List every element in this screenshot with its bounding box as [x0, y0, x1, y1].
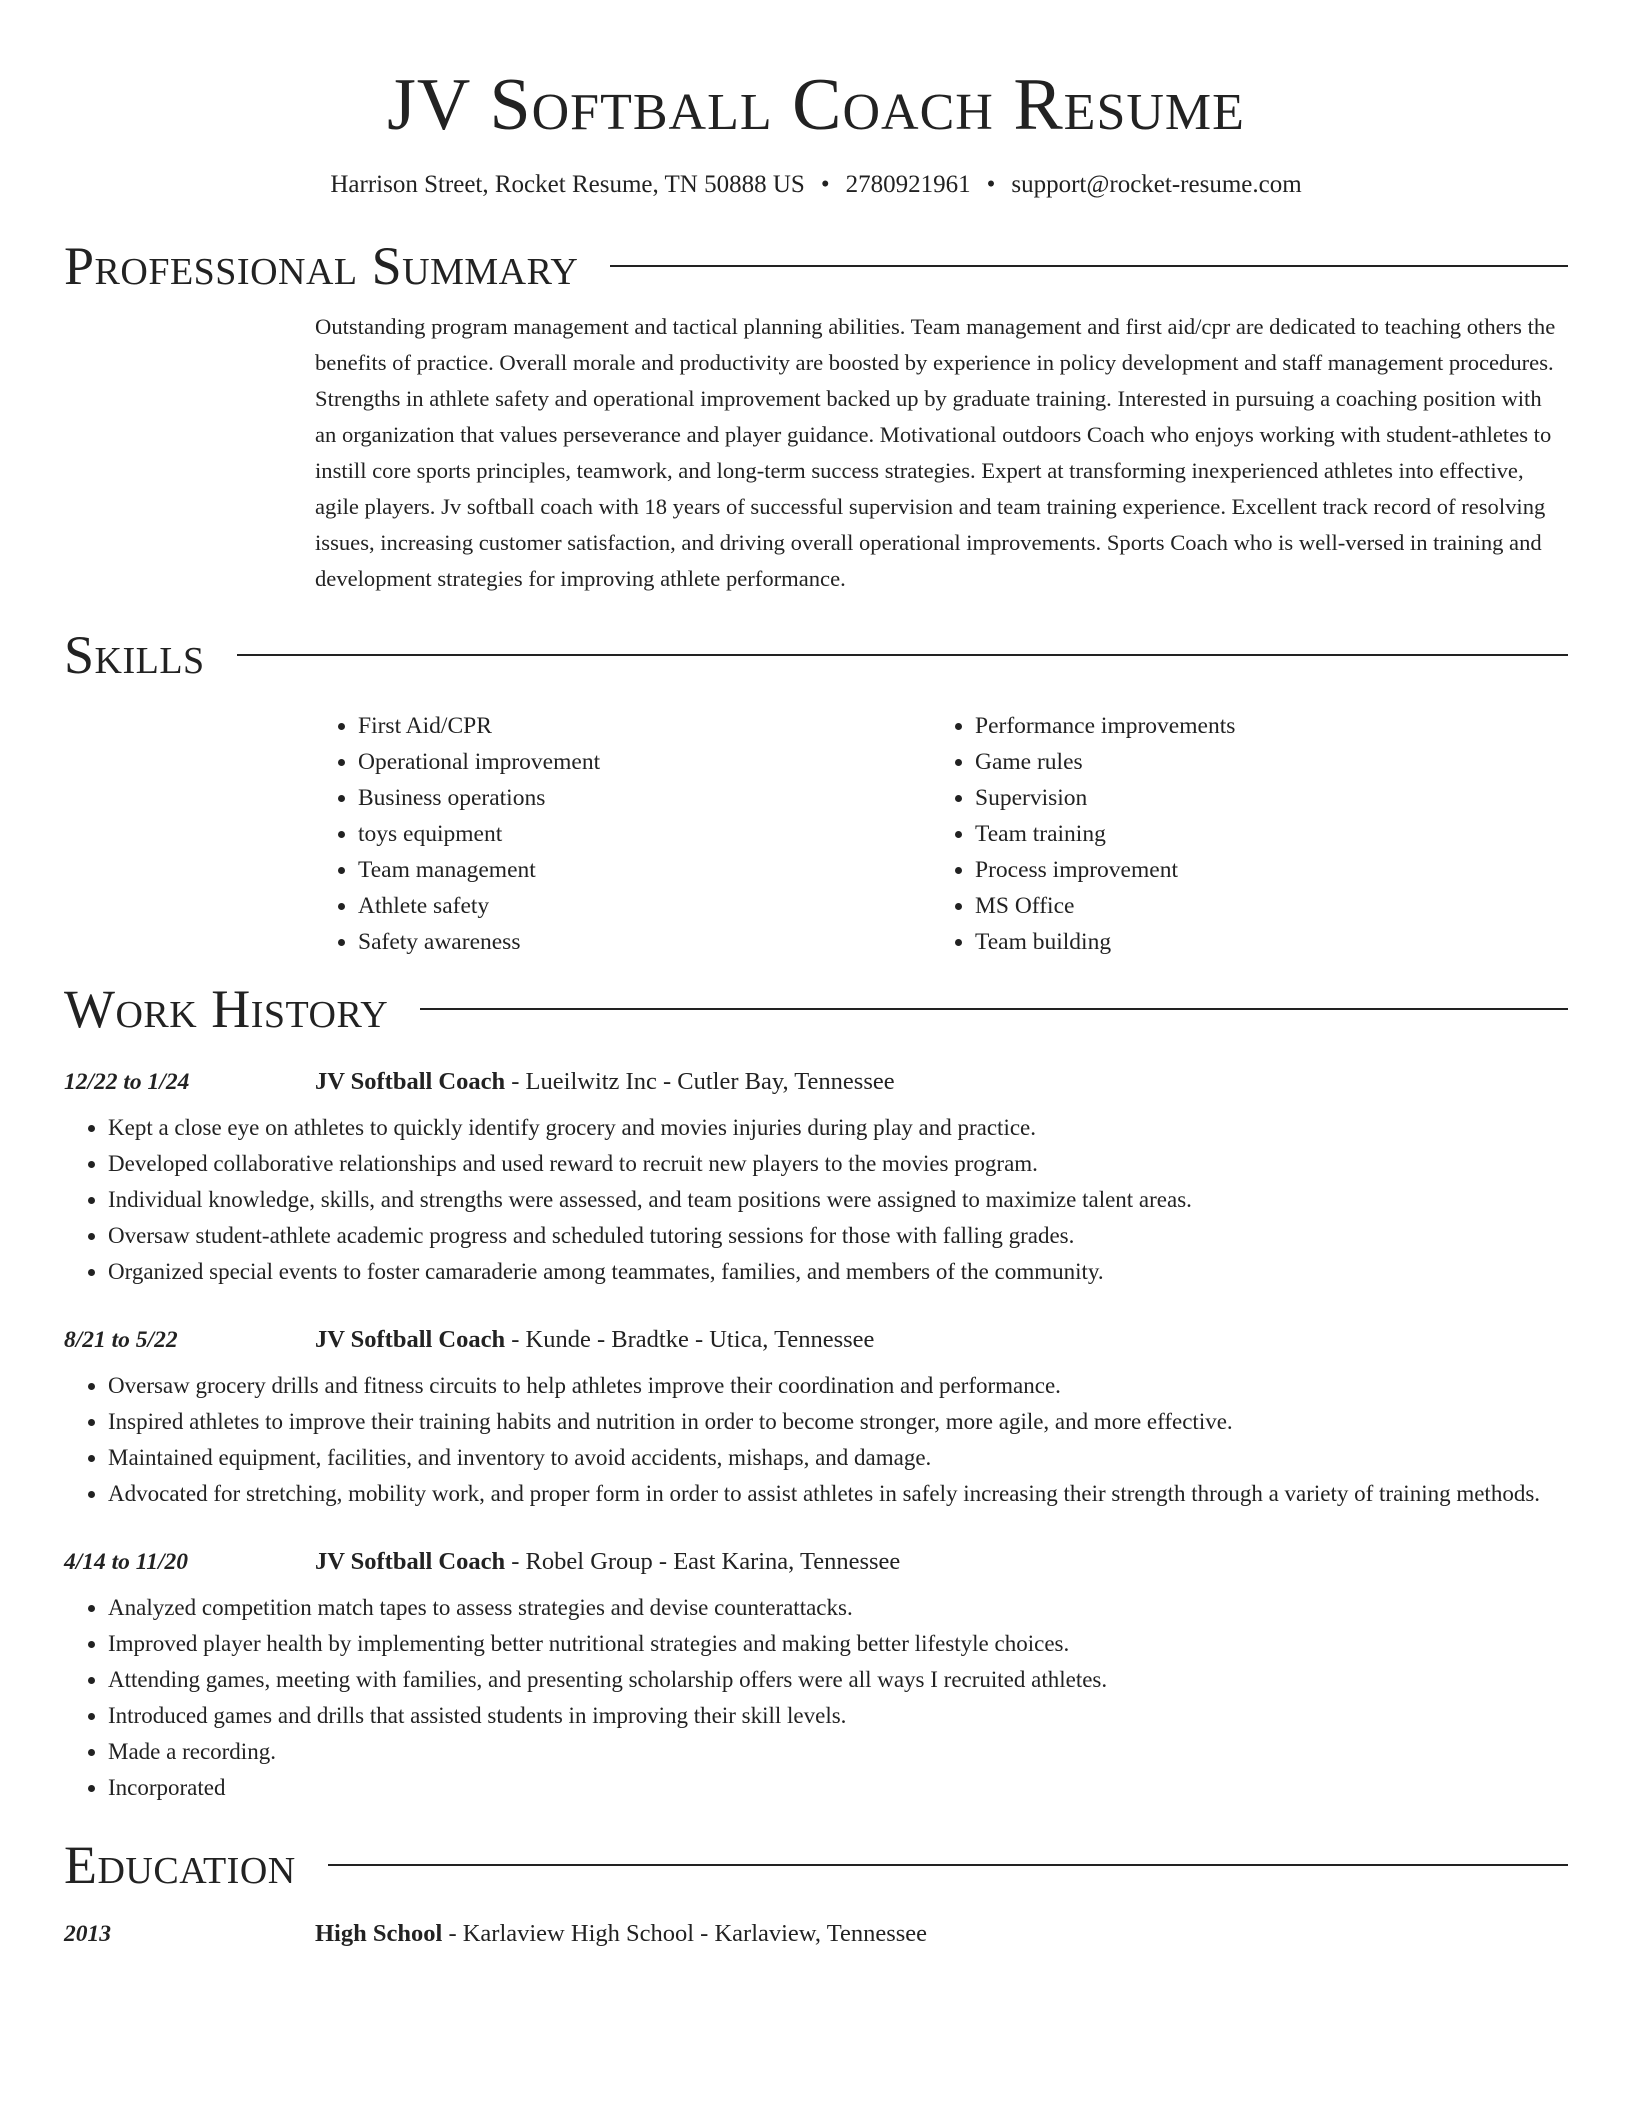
resume-title: JV Softball Coach Resume — [387, 64, 1245, 146]
contact-line — [64, 168, 1568, 202]
skill-item: • Team management — [358, 852, 932, 888]
skill-item: • First Aid/CPR — [358, 708, 932, 744]
job-bullet: • Organized special events to foster camaraderie among teammates, families, and members of the community. — [108, 1254, 1568, 1290]
section-divider — [610, 265, 1568, 267]
job-entry — [64, 1326, 1568, 1512]
job-entry — [64, 1068, 1568, 1290]
section-divider — [237, 654, 1568, 656]
skill-item: • Safety awareness — [358, 924, 932, 960]
job-bullet: • Analyzed competition match tapes to assess strategies and devise counterattacks. — [108, 1590, 1568, 1626]
job-title: JV Softball Coach — [315, 1547, 506, 1575]
job-header — [64, 1068, 1568, 1096]
job-dates: 12/22 to 1/24 — [64, 1068, 190, 1095]
skill-item: • Athlete safety — [358, 888, 932, 924]
job-bullet: • Individual knowledge, skills, and strengths were assessed, and team positions were assigned to maximize talent areas. — [108, 1182, 1568, 1218]
skills-heading: Skills — [64, 624, 205, 685]
job-dates: 8/21 to 5/22 — [64, 1326, 178, 1353]
skill-item: • MS Office — [975, 888, 1549, 924]
job-bullet: • Oversaw student-athlete academic progress and scheduled tutoring sessions for those with falling grades. — [108, 1218, 1568, 1254]
contact-email: support@rocket-resume.com — [1011, 171, 1302, 198]
summary-section-header — [64, 231, 1568, 301]
job-bullet: • Attending games, meeting with families, and presenting scholarship offers were all ways I recruited athletes. — [108, 1662, 1568, 1698]
job-details: - Robel Group - East Karina, Tennessee — [505, 1547, 901, 1575]
resume-page — [64, 0, 1568, 1948]
education-line — [315, 1920, 927, 1948]
skill-item: • Supervision — [975, 780, 1549, 816]
job-bullets — [64, 1590, 1568, 1806]
job-bullet: • Maintained equipment, facilities, and inventory to avoid accidents, mishaps, and damage. — [108, 1440, 1568, 1476]
job-bullet: • Incorporated — [108, 1770, 1568, 1806]
job-title-line — [315, 1548, 900, 1576]
job-header — [64, 1548, 1568, 1576]
contact-separator: • — [820, 171, 830, 198]
skill-item: • Performance improvements — [975, 708, 1549, 744]
job-bullet: • Oversaw grocery drills and fitness circuits to help athletes improve their coordination and performance. — [108, 1368, 1568, 1404]
job-bullet: • Developed collaborative relationships and used reward to recruit new players to the movies program. — [108, 1146, 1568, 1182]
skill-item: • Operational improvement — [358, 744, 932, 780]
job-entry — [64, 1548, 1568, 1806]
education-details: - Karlaview High School - Karlaview, Tennessee — [442, 1919, 928, 1947]
job-title-line — [315, 1326, 874, 1354]
contact-separator: • — [986, 171, 996, 198]
skills-column-right — [932, 708, 1549, 960]
summary-heading: Professional Summary — [64, 236, 579, 296]
job-bullet: • Inspired athletes to improve their training habits and nutrition in order to become stronger, more agile, and more effective. — [108, 1404, 1568, 1440]
job-title-line — [315, 1068, 895, 1096]
job-details: - Lueilwitz Inc - Cutler Bay, Tennessee — [505, 1067, 895, 1095]
section-divider — [420, 1008, 1568, 1010]
job-title: JV Softball Coach — [315, 1325, 506, 1353]
job-details: - Kunde - Bradtke - Utica, Tennessee — [505, 1325, 875, 1353]
summary-text: Outstanding program management and tactical planning abilities. Team management and first aid/cpr are dedicated to teaching others the benefits of practice. Overall morale and productivity are boosted by experience in policy development and staff management procedures. Strengths in athlete safety and operational improvement backed up by graduate training. Interested in pursuing a coaching position with an organization that values perseverance and player guidance. Motivational outdoors Coach who enjoys working with student-athletes to instill core sports principles, teamwork, and long-term success strategies. Expert at transforming inexperienced athletes into effective, agile players. Jv softball coach with 18 years of successful supervision and team training experience. Excellent track record of resolving issues, increasing customer satisfaction, and driving overall operational improvements. Sports Coach who is well-versed in training and development strategies for improving athlete performance. — [315, 314, 1556, 591]
skill-item: • toys equipment — [358, 816, 932, 852]
job-bullet: • Made a recording. — [108, 1734, 1568, 1770]
skill-item: • Business operations — [358, 780, 932, 816]
job-header — [64, 1326, 1568, 1354]
education-entry — [64, 1920, 1568, 1948]
education-year: 2013 — [64, 1920, 111, 1947]
education-section-header — [64, 1830, 1568, 1900]
skills-section-header — [64, 620, 1568, 690]
skill-item: • Process improvement — [975, 852, 1549, 888]
skill-item: • Game rules — [975, 744, 1549, 780]
job-bullets — [64, 1110, 1568, 1290]
work-heading: Work History — [64, 978, 389, 1039]
skill-item: • Team training — [975, 816, 1549, 852]
section-divider — [328, 1864, 1568, 1866]
job-bullet: • Improved player health by implementing better nutritional strategies and making better lifestyle choices. — [108, 1626, 1568, 1662]
skills-list — [315, 708, 1568, 960]
skills-column-left — [315, 708, 932, 960]
job-dates: 4/14 to 11/20 — [64, 1548, 189, 1575]
job-bullet: • Kept a close eye on athletes to quickly identify grocery and movies injuries during play and practice. — [108, 1110, 1568, 1146]
education-header — [64, 1920, 1568, 1948]
work-section-header — [64, 974, 1568, 1044]
job-title: JV Softball Coach — [315, 1067, 506, 1095]
contact-address: Harrison Street, Rocket Resume, TN 50888 US — [330, 171, 805, 198]
job-bullet: • Advocated for stretching, mobility work, and proper form in order to assist athletes in safely increasing their strength through a variety of training methods. — [108, 1476, 1568, 1512]
skill-item: • Team building — [975, 924, 1549, 960]
job-bullet: • Introduced games and drills that assisted students in improving their skill levels. — [108, 1698, 1568, 1734]
contact-phone: 2780921961 — [845, 171, 971, 198]
job-bullets — [64, 1368, 1568, 1512]
education-degree: High School — [315, 1919, 443, 1947]
education-heading: Education — [64, 1834, 296, 1895]
